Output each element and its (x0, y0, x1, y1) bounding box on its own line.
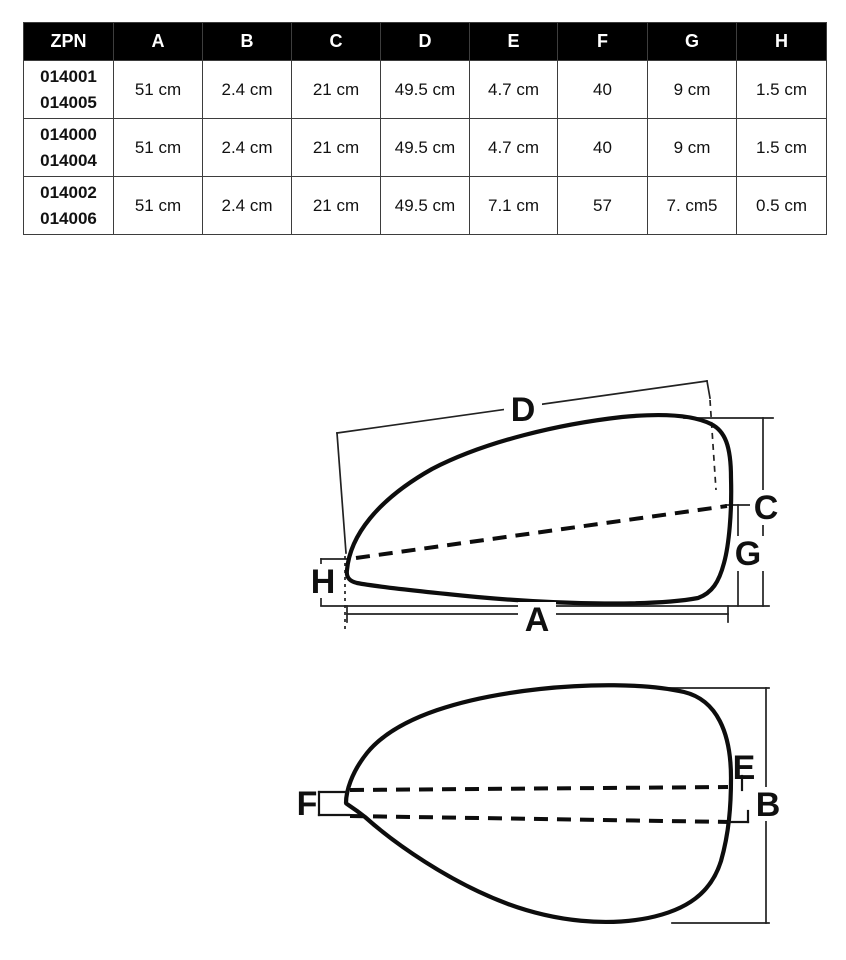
zpn-number: 014005 (40, 92, 97, 112)
seat-top-centerline-upper (350, 787, 728, 790)
value-cell: 57 (558, 177, 648, 235)
dim-label-b: B (755, 786, 781, 824)
dim-label-d: D (510, 391, 536, 429)
value-cell: 9 cm (648, 119, 737, 177)
dim-label-f: F (296, 785, 318, 823)
header-cell-e: E (470, 23, 558, 61)
zpn-number: 014002 (40, 182, 97, 202)
value-cell: 21 cm (292, 177, 381, 235)
seat-top-outline (346, 685, 731, 922)
seat-side-outline (347, 415, 731, 603)
seat-top-view (297, 685, 785, 923)
zpn-number: 014000 (40, 124, 97, 144)
dim-label-c: C (753, 489, 779, 527)
value-cell: 40 (558, 119, 648, 177)
value-cell: 7. cm5 (648, 177, 737, 235)
value-cell: 7.1 cm (470, 177, 558, 235)
value-cell: 9 cm (648, 61, 737, 119)
value-cell: 1.5 cm (737, 61, 827, 119)
dim-ext-d-left (337, 433, 346, 553)
value-cell: 4.7 cm (470, 119, 558, 177)
value-cell: 51 cm (114, 177, 203, 235)
zpn-number: 014004 (40, 150, 97, 170)
value-cell: 21 cm (292, 61, 381, 119)
seat-side-centerline (356, 506, 727, 558)
dim-ext-d-right-dashed (710, 400, 716, 490)
value-cell: 4.7 cm (470, 61, 558, 119)
seat-top-centerline-lower (350, 816, 730, 822)
value-cell: 2.4 cm (203, 119, 292, 177)
value-cell: 51 cm (114, 119, 203, 177)
header-cell-zpn: ZPN (24, 23, 114, 61)
header-cell-a: A (114, 23, 203, 61)
dim-ext-d-right (707, 381, 710, 398)
header-cell-g: G (648, 23, 737, 61)
header-cell-h: H (737, 23, 827, 61)
value-cell: 49.5 cm (381, 119, 470, 177)
zpn-number: 014001 (40, 66, 97, 86)
value-cell: 0.5 cm (737, 177, 827, 235)
value-cell: 2.4 cm (203, 177, 292, 235)
header-cell-f: F (558, 23, 648, 61)
header-cell-b: B (203, 23, 292, 61)
dim-label-g: G (734, 535, 762, 573)
value-cell: 49.5 cm (381, 177, 470, 235)
header-cell-c: C (292, 23, 381, 61)
dim-label-a: A (524, 601, 550, 639)
zpn-number: 014006 (40, 208, 97, 228)
value-cell: 51 cm (114, 61, 203, 119)
dim-label-e: E (732, 749, 756, 787)
header-cell-d: D (381, 23, 470, 61)
dim-label-h: H (310, 563, 336, 601)
seat-side-view (307, 381, 782, 639)
value-cell: 1.5 cm (737, 119, 827, 177)
value-cell: 21 cm (292, 119, 381, 177)
value-cell: 49.5 cm (381, 61, 470, 119)
value-cell: 40 (558, 61, 648, 119)
value-cell: 2.4 cm (203, 61, 292, 119)
